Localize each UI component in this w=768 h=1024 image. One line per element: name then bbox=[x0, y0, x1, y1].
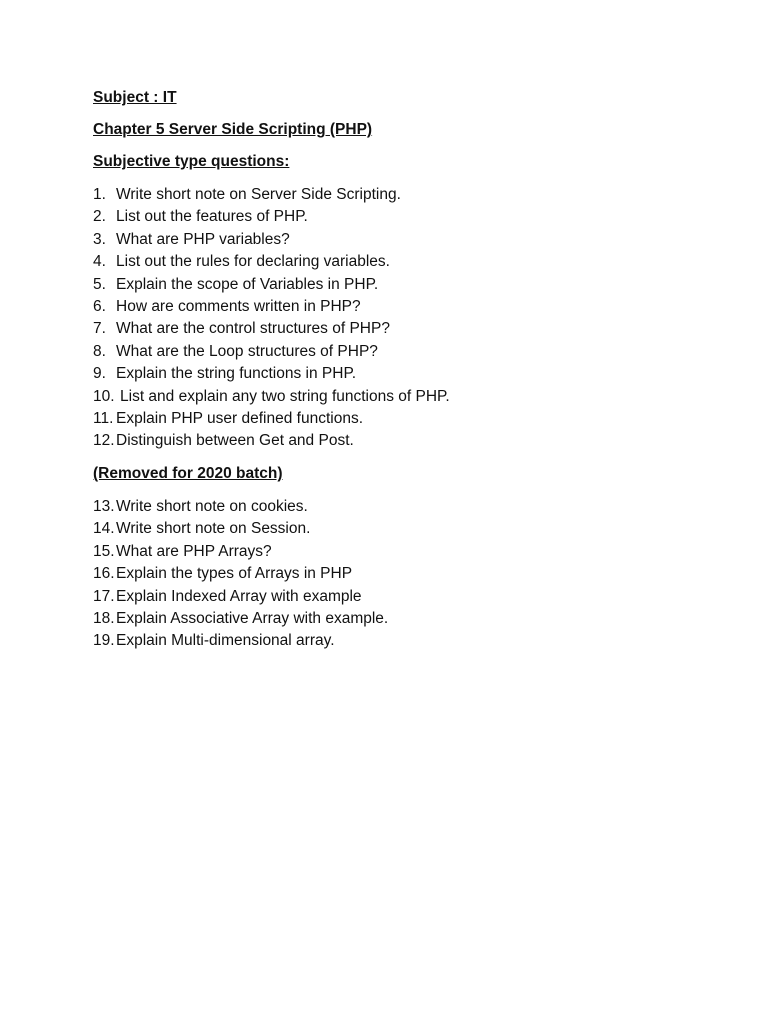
list-item bbox=[93, 586, 693, 608]
question-text: List and explain any two string functions of PHP. bbox=[120, 387, 450, 405]
question-text: Write short note on Session. bbox=[116, 520, 311, 538]
question-text: Explain the string functions in PHP. bbox=[116, 365, 357, 383]
document-content bbox=[93, 88, 693, 664]
question-number: 19. bbox=[93, 632, 115, 650]
list-item bbox=[93, 229, 693, 251]
question-number: 18. bbox=[93, 609, 115, 627]
list-item bbox=[93, 296, 693, 318]
question-text: Explain Indexed Array with example bbox=[116, 587, 362, 605]
question-number: 7. bbox=[93, 320, 106, 338]
question-text: List out the features of PHP. bbox=[116, 208, 308, 226]
question-number: 12. bbox=[93, 432, 115, 450]
question-number: 15. bbox=[93, 542, 115, 560]
question-number: 17. bbox=[93, 587, 115, 605]
question-text: Explain the scope of Variables in PHP. bbox=[116, 275, 379, 293]
question-text: What are PHP variables? bbox=[116, 230, 290, 248]
question-text: What are PHP Arrays? bbox=[116, 542, 272, 560]
question-number: 13. bbox=[93, 497, 115, 515]
section-heading: Subjective type questions: bbox=[93, 153, 290, 170]
question-number: 5. bbox=[93, 275, 106, 293]
question-number: 8. bbox=[93, 342, 106, 360]
question-list bbox=[93, 184, 693, 453]
question-number: 16. bbox=[93, 565, 115, 583]
chapter-heading: Chapter 5 Server Side Scripting (PHP) bbox=[93, 121, 373, 138]
question-number: 1. bbox=[93, 186, 106, 203]
question-text: Write short note on cookies. bbox=[116, 497, 308, 515]
list-item bbox=[93, 563, 693, 585]
list-item bbox=[93, 518, 693, 540]
list-item bbox=[93, 386, 693, 408]
question-number: 14. bbox=[93, 520, 115, 538]
question-number: 4. bbox=[93, 253, 106, 271]
question-number: 11. bbox=[93, 410, 114, 428]
question-text: Explain Multi-dimensional array. bbox=[116, 632, 335, 650]
question-text: Explain the types of Arrays in PHP bbox=[116, 565, 353, 583]
list-item bbox=[93, 184, 693, 206]
list-item bbox=[93, 341, 693, 363]
removed-heading: (Removed for 2020 batch) bbox=[93, 464, 283, 482]
list-item bbox=[93, 430, 693, 452]
list-item bbox=[93, 608, 693, 630]
list-item bbox=[93, 274, 693, 296]
list-item bbox=[93, 363, 693, 385]
question-text: List out the rules for declaring variables. bbox=[116, 253, 390, 271]
list-item bbox=[93, 251, 693, 273]
question-number: 9. bbox=[93, 365, 106, 383]
question-number: 3. bbox=[93, 230, 106, 248]
question-number: 6. bbox=[93, 298, 106, 316]
list-item bbox=[93, 630, 693, 652]
question-number: 2. bbox=[93, 208, 106, 226]
question-text: Explain Associative Array with example. bbox=[116, 609, 389, 627]
question-text: Write short note on Server Side Scripting. bbox=[116, 186, 401, 203]
removed-question-list bbox=[93, 496, 693, 653]
list-item bbox=[93, 408, 693, 430]
question-text: What are the control structures of PHP? bbox=[116, 320, 390, 338]
question-text: Explain PHP user defined functions. bbox=[116, 410, 364, 428]
question-number: 10. bbox=[93, 387, 115, 405]
list-item bbox=[93, 318, 693, 340]
question-text: How are comments written in PHP? bbox=[116, 298, 361, 316]
question-text: What are the Loop structures of PHP? bbox=[116, 342, 378, 360]
subject-heading: Subject : IT bbox=[93, 89, 177, 106]
list-item bbox=[93, 206, 693, 228]
question-text: Distinguish between Get and Post. bbox=[116, 432, 354, 450]
list-item bbox=[93, 541, 693, 563]
list-item bbox=[93, 496, 693, 518]
